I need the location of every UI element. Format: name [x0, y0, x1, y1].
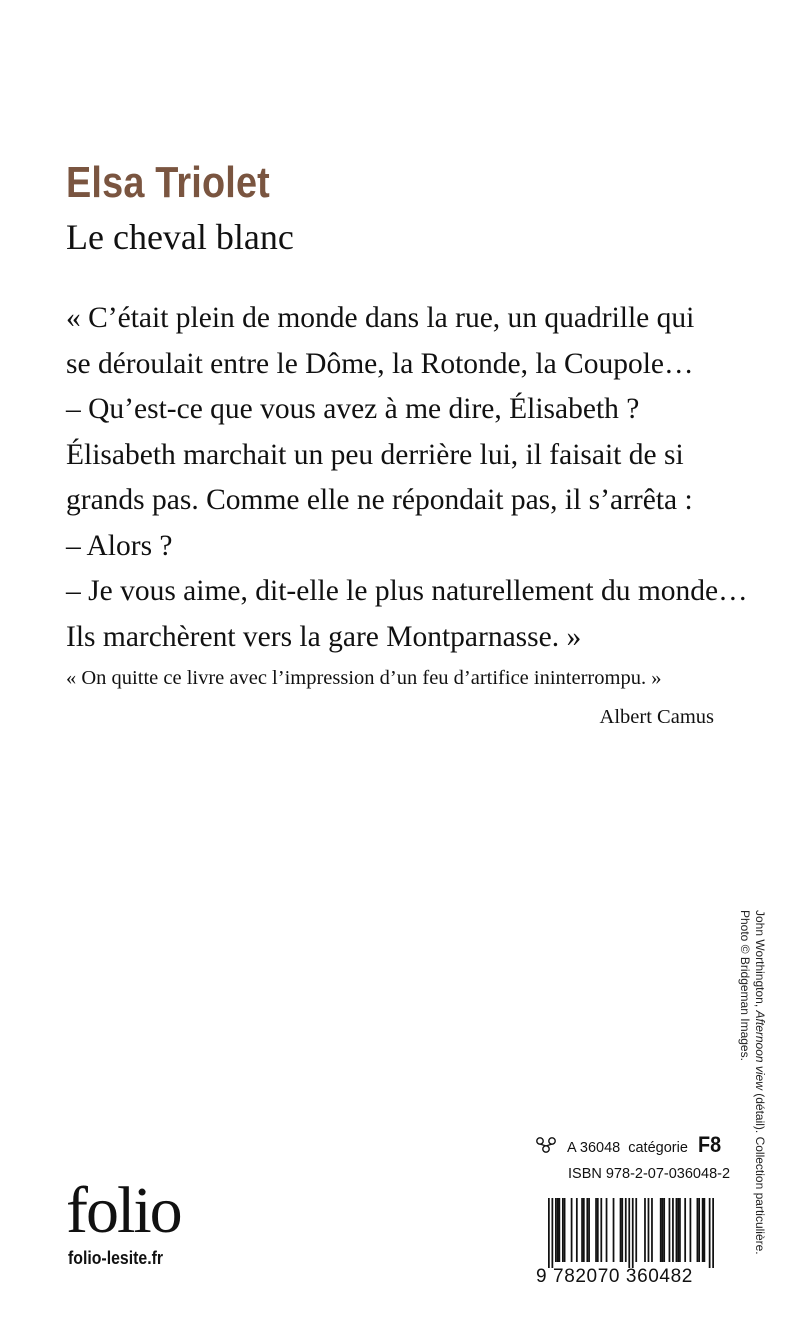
category-code: F8: [697, 1132, 722, 1157]
barcode-bar: [581, 1198, 583, 1262]
credit-photo: Photo © Bridgeman Images.: [738, 910, 752, 1061]
barcode-bar: [588, 1198, 590, 1262]
review-quote: « On quitte ce livre avec l’impression d’un feu d’artifice ininterrompu. »: [66, 667, 662, 689]
catalog-number: A 36048: [567, 1140, 621, 1156]
barcode-bar: [712, 1198, 714, 1268]
barcode-bar: [660, 1198, 662, 1262]
barcode-bar: [648, 1198, 650, 1262]
barcode: [548, 1198, 714, 1268]
barcode-bar: [677, 1198, 679, 1262]
barcode-bar: [684, 1198, 686, 1262]
barcode-bar: [621, 1198, 623, 1262]
barcode-bar: [606, 1198, 608, 1262]
barcode-bar: [644, 1198, 646, 1262]
barcode-bar: [635, 1198, 637, 1262]
barcode-bar: [663, 1198, 665, 1262]
credit-collection: (détail). Collection particulière.: [753, 1089, 767, 1255]
barcode-bar: [628, 1198, 630, 1268]
credit-line: [752, 910, 767, 1318]
barcode-bar: [620, 1198, 622, 1262]
excerpt-line: grands pas. Comme elle ne répondait pas, il s’arrêta :: [66, 484, 693, 516]
isbn: ISBN 978-2-07-036048-2: [568, 1166, 731, 1182]
publisher-emblem-icon: [535, 1136, 557, 1154]
barcode-bar: [709, 1198, 711, 1268]
excerpt-line: – Je vous aime, dit-elle le plus naturellement du monde…: [66, 575, 748, 607]
barcode-bar: [662, 1198, 664, 1262]
book-title: Le cheval blanc: [66, 217, 294, 257]
barcode-bar: [625, 1198, 627, 1262]
credit-artist: John Worthington,: [753, 910, 767, 1011]
barcode-bar: [679, 1198, 681, 1262]
barcode-bar: [562, 1198, 564, 1262]
barcode-bar: [571, 1198, 573, 1262]
barcode-bar: [702, 1198, 704, 1262]
publisher-website: folio-lesite.fr: [68, 1248, 164, 1268]
barcode-bar: [564, 1198, 566, 1262]
excerpt-line: – Alors ?: [66, 529, 173, 562]
barcode-bar: [600, 1198, 602, 1262]
review-author: Albert Camus: [599, 706, 714, 728]
barcode-bar: [697, 1198, 699, 1262]
category-label: catégorie: [628, 1140, 688, 1156]
barcode-bar: [595, 1198, 597, 1262]
barcode-bar: [557, 1198, 559, 1262]
barcode-bar: [690, 1198, 692, 1262]
author-name: Elsa Triolet: [66, 158, 270, 207]
barcode-bar: [698, 1198, 700, 1262]
barcode-bar: [704, 1198, 706, 1262]
excerpt-line: se déroulait entre le Dôme, la Rotonde, la Coupole…: [66, 347, 694, 380]
excerpt: [66, 296, 766, 660]
barcode-bar: [558, 1198, 560, 1262]
excerpt-line: Élisabeth marchait un peu derrière lui, il faisait de si: [66, 438, 684, 471]
barcode-bar: [548, 1198, 550, 1268]
barcode-bar: [586, 1198, 588, 1262]
barcode-bar: [555, 1198, 557, 1262]
credit-artwork: Afternoon view: [753, 1010, 767, 1090]
folio-logo: folio: [66, 1174, 181, 1247]
barcode-bar: [669, 1198, 671, 1262]
excerpt-line: Ils marchèrent vers la gare Montparnasse. »: [66, 620, 582, 653]
barcode-bar: [676, 1198, 678, 1262]
image-credit: [737, 910, 767, 1318]
barcode-bar: [583, 1198, 585, 1262]
barcode-bar: [597, 1198, 599, 1262]
excerpt-line: « C’était plein de monde dans la rue, un quadrille qui: [66, 302, 695, 334]
barcode-bar: [576, 1198, 578, 1262]
barcode-bar: [651, 1198, 653, 1262]
barcode-bar: [672, 1198, 674, 1262]
barcode-bar: [632, 1198, 634, 1268]
excerpt-line: – Qu’est-ce que vous avez à me dire, Élisabeth ?: [66, 393, 640, 425]
barcode-digits: 9 782070 360482: [536, 1266, 693, 1287]
barcode-bar: [613, 1198, 615, 1262]
barcode-bar: [551, 1198, 553, 1268]
catalog-info: [535, 1134, 724, 1156]
